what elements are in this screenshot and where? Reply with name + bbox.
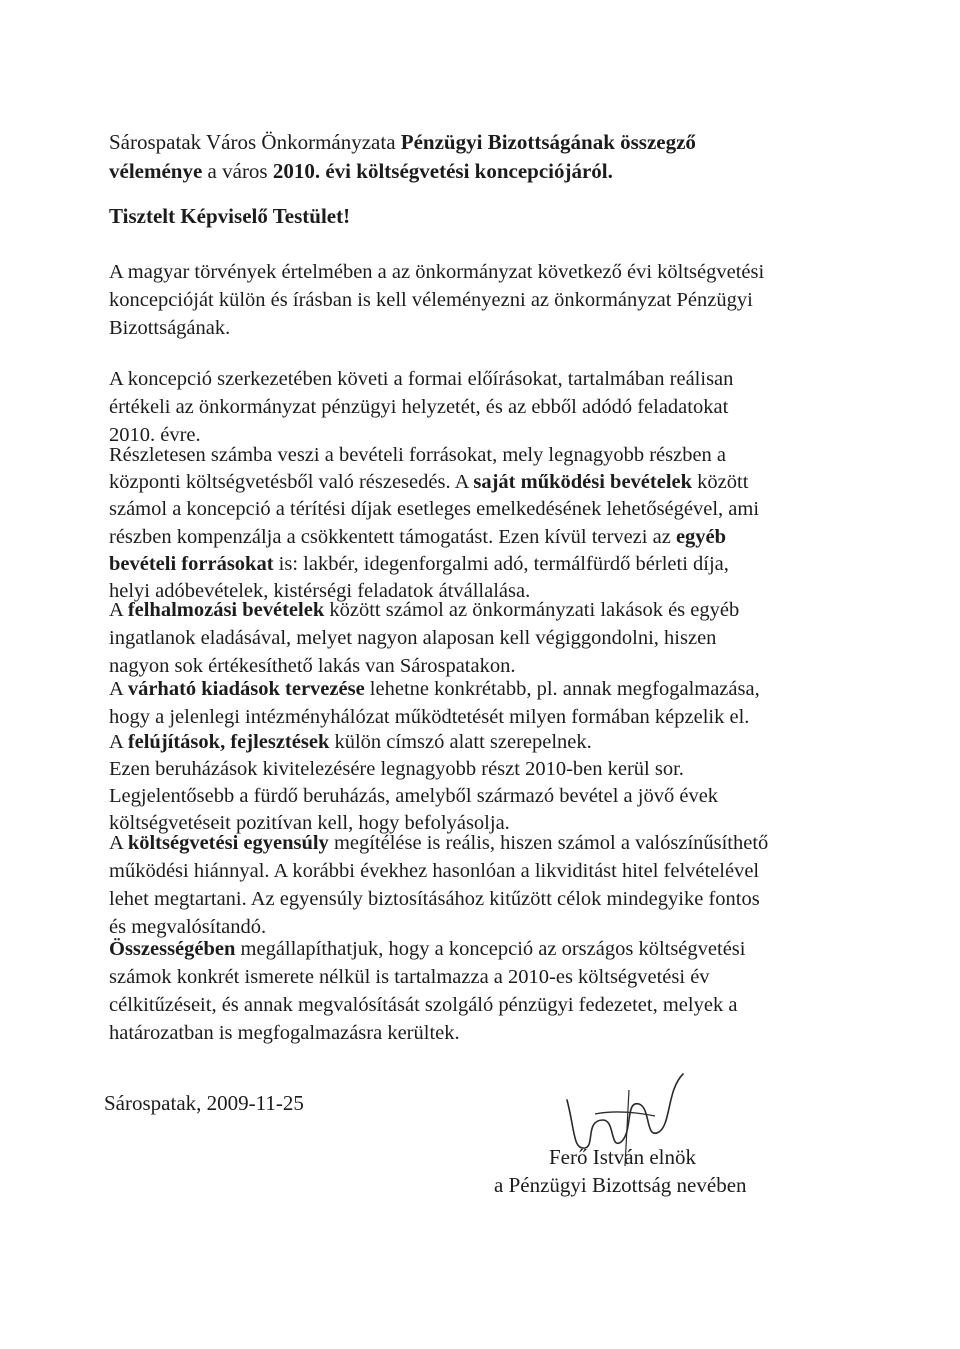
text-line: és megvalósítandó.	[109, 916, 267, 938]
text-line: koncepcióját külön és írásban is kell véleményezni az önkormányzat Pénzügyi	[109, 289, 753, 311]
title-line-1	[109, 128, 829, 157]
text-line: számok konkrét ismerete nélkül is tartalmazza a 2010-es költségvetési év	[109, 966, 710, 988]
text-line	[109, 935, 829, 963]
bold-term: egyéb	[675, 525, 727, 548]
bold-term: várható kiadások tervezése	[127, 678, 365, 700]
paragraph-budget-balance	[109, 829, 829, 941]
text-line: működési hiánnyal. A korábbi évekhez hasonlóan a likviditást hitel felvételével	[109, 860, 760, 882]
place-and-date: Sárospatak, 2009-11-25	[104, 1091, 304, 1115]
title-text: Sárospatak Város Önkormányzata	[109, 130, 401, 154]
text-line: Legjelentősebb a fürdő beruházás, amelyből származó bevétel a jövő évek	[109, 785, 719, 807]
paragraph-capital-revenues	[109, 596, 829, 680]
text-segment: között	[692, 471, 749, 494]
text-line: Ezen beruházások kivitelezésére legnagyobb részt 2010-ben kerül sor.	[109, 758, 684, 780]
text-line: költségvetéseit pozitívan kell, hogy befolyásolja.	[109, 812, 510, 834]
title-bold-text: véleménye	[109, 159, 203, 183]
text-segment: A	[109, 599, 128, 621]
title-text: a város	[202, 159, 273, 183]
text-segment: között számol az önkormányzati lakások és egyéb	[324, 599, 740, 621]
text-line: Bizottságának.	[109, 317, 231, 339]
document-title	[109, 128, 829, 186]
text-segment: részben kompenzálja a csökkentett támogatást. Ezen kívül tervezi az	[109, 525, 676, 548]
text-segment: A	[109, 678, 128, 700]
text-segment: lehetne konkrétabb, pl. annak megfogalmazása,	[364, 678, 760, 700]
text-line	[109, 596, 829, 624]
text-line	[109, 729, 829, 756]
bold-term: bevételi forrásokat	[109, 552, 274, 575]
text-line: A magyar törvények értelmében a az önkormányzat következő évi költségvetési	[109, 261, 765, 283]
text-line: határozatban is megfogalmazásra kerültek.	[109, 1022, 460, 1044]
text-segment: központi költségvetésből való részesedés. A	[109, 471, 474, 494]
bold-term: felhalmozási bevételek	[127, 599, 325, 621]
text-line: 2010. évre.	[109, 424, 201, 446]
paragraph-developments	[109, 729, 829, 837]
text-segment: A	[109, 731, 128, 753]
title-bold-text: Pénzügyi Bizottságának összegző	[400, 130, 696, 154]
paragraph-summary	[109, 935, 829, 1047]
text-line: értékeli az önkormányzat pénzügyi helyzetét, és az ebből adódó feladatokat	[109, 396, 729, 418]
text-line: hogy a jelenlegi intézményhálózat működtetését milyen formában képzelik el.	[109, 706, 750, 728]
signer-on-behalf: a Pénzügyi Bizottság nevében	[494, 1173, 747, 1197]
text-line	[109, 469, 829, 496]
paragraph-structure	[109, 365, 829, 449]
text-segment: A	[109, 832, 128, 854]
text-segment: megítélése is reális, hiszen számol a valószínűsíthető	[328, 832, 769, 854]
signer-name: Ferő István elnök	[549, 1145, 696, 1169]
text-line	[109, 675, 829, 703]
text-line: célkitűzéseit, és annak megvalósítását szolgáló pénzügyi fedezetet, melyek a	[109, 994, 738, 1016]
text-line	[109, 551, 829, 578]
paragraph-legal-basis	[109, 258, 829, 342]
text-line: lehet megtartani. Az egyensúly biztosításához kitűzött célok mindegyike fontos	[109, 888, 760, 910]
bold-term: saját működési bevételek	[473, 471, 693, 494]
text-segment: megállapíthatjuk, hogy a koncepció az országos költségvetési	[235, 938, 746, 960]
text-line: helyi adóbevételek, kistérségi feladatok átvállalása.	[109, 580, 531, 603]
greeting: Tisztelt Képviselő Testület!	[109, 204, 351, 228]
text-line: számol a koncepció a térítési díjak esetleges emelkedésének lehetőségével, ami	[109, 498, 760, 521]
text-line: ingatlanok eladásával, melyet nagyon alaposan kell végiggondolni, hiszen	[109, 627, 717, 649]
paragraph-revenues	[109, 442, 829, 605]
title-bold-text: 2010. évi költségvetési koncepciójáról.	[272, 159, 613, 183]
bold-term: költségvetési egyensúly	[127, 832, 329, 854]
text-line	[109, 829, 829, 857]
text-line: A koncepció szerkezetében követi a formai előírásokat, tartalmában reálisan	[109, 368, 734, 390]
text-line: Részletesen számba veszi a bevételi forrásokat, mely legnagyobb részben a	[109, 444, 727, 466]
paragraph-expenditures	[109, 675, 829, 731]
title-line-2	[109, 157, 829, 186]
text-line: nagyon sok értékesíthető lakás van Sárospatakon.	[109, 655, 516, 677]
bold-term: felújítások, fejlesztések	[127, 731, 330, 753]
bold-term: Összességében	[109, 938, 236, 960]
text-line	[109, 524, 829, 551]
text-segment: is: lakbér, idegenforgalmi adó, termálfürdő bérleti díja,	[273, 552, 729, 575]
text-segment: külön címszó alatt szerepelnek.	[329, 731, 592, 753]
